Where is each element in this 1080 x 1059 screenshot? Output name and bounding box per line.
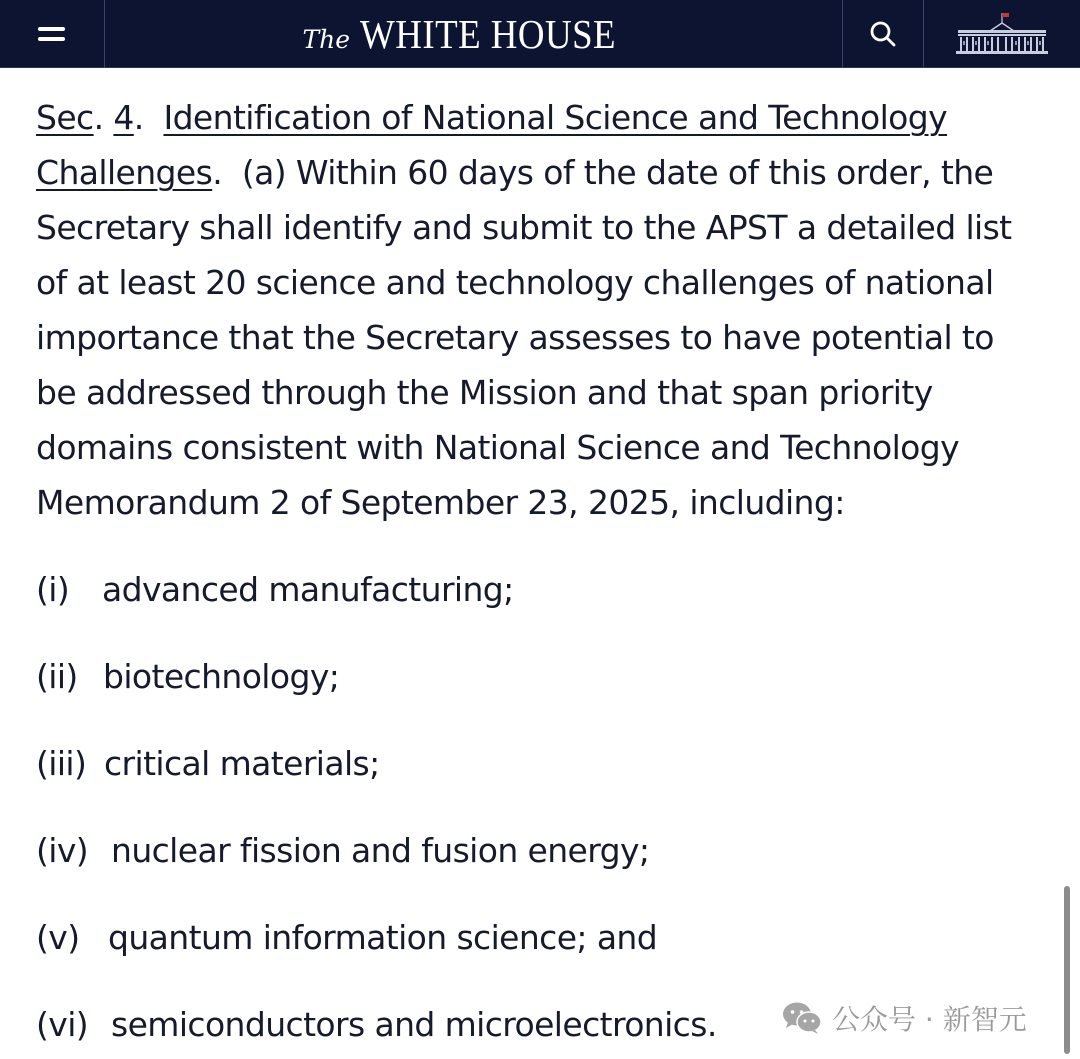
list-item-text: biotechnology; [103,657,340,696]
period: . [133,98,164,137]
vertical-scrollbar-thumb[interactable] [1064,886,1070,1054]
top-navigation-bar [0,0,1080,68]
site-brand[interactable] [105,0,842,68]
list-item [36,734,380,794]
paragraph-line: of at least 20 science and technology challenges of national [36,263,994,302]
section-label-link[interactable]: Sec [36,98,94,137]
section-heading-line [36,90,1056,145]
paragraph-line: be addressed through the Mission and that span priority [36,373,933,412]
list-item [36,908,657,968]
paragraph-line: Secretary shall identify and submit to the APST a detailed list [36,208,1012,247]
section-title-continuation-link[interactable]: Challenges [36,153,213,192]
white-house-building-icon [954,11,1050,57]
paragraph-line [36,145,1056,200]
list-item-text: advanced manufacturing; [102,570,514,609]
list-item-text: quantum information science; and [108,918,658,957]
search-button[interactable] [842,0,924,68]
paragraph-line: importance that the Secretary assesses to have potential to [36,318,994,357]
wechat-icon [782,1001,822,1035]
period: . [93,98,114,137]
hamburger-menu-icon [37,23,67,45]
section-title-link[interactable]: Identification of National Science and Technology [163,98,948,137]
search-icon [869,20,897,48]
menu-button[interactable] [0,0,105,68]
paragraph-line: Memorandum 2 of September 23, 2025, including: [36,483,845,522]
list-marker: (iii) [36,744,87,783]
watermark-text: 公众号 · 新智元 [832,1003,1027,1036]
list-item-text: semiconductors and microelectronics. [111,1005,717,1044]
list-item [36,821,649,881]
section-number-link[interactable]: 4 [113,98,134,137]
list-item [36,560,514,620]
list-item-text: critical materials; [104,744,380,783]
wechat-watermark [782,996,1027,1040]
brand-prefix: The [302,25,351,54]
list-marker: (i) [36,570,70,609]
period: . [212,153,242,192]
list-item [36,647,339,707]
brand-name: WHITE HOUSE [360,11,617,57]
white-house-logo-link[interactable] [924,0,1080,68]
article-body [36,90,1056,530]
list-item-text: nuclear fission and fusion energy; [111,831,650,870]
brand-wordmark[interactable] [302,10,644,58]
paragraph-line: domains consistent with National Science and Technology [36,428,960,467]
list-marker: (vi) [36,1005,89,1044]
list-marker: (iv) [36,831,89,870]
list-item [36,995,717,1055]
paragraph-text: (a) Within 60 days of the date of this order, the [241,153,994,192]
list-marker: (ii) [36,657,78,696]
list-marker: (v) [36,918,80,957]
